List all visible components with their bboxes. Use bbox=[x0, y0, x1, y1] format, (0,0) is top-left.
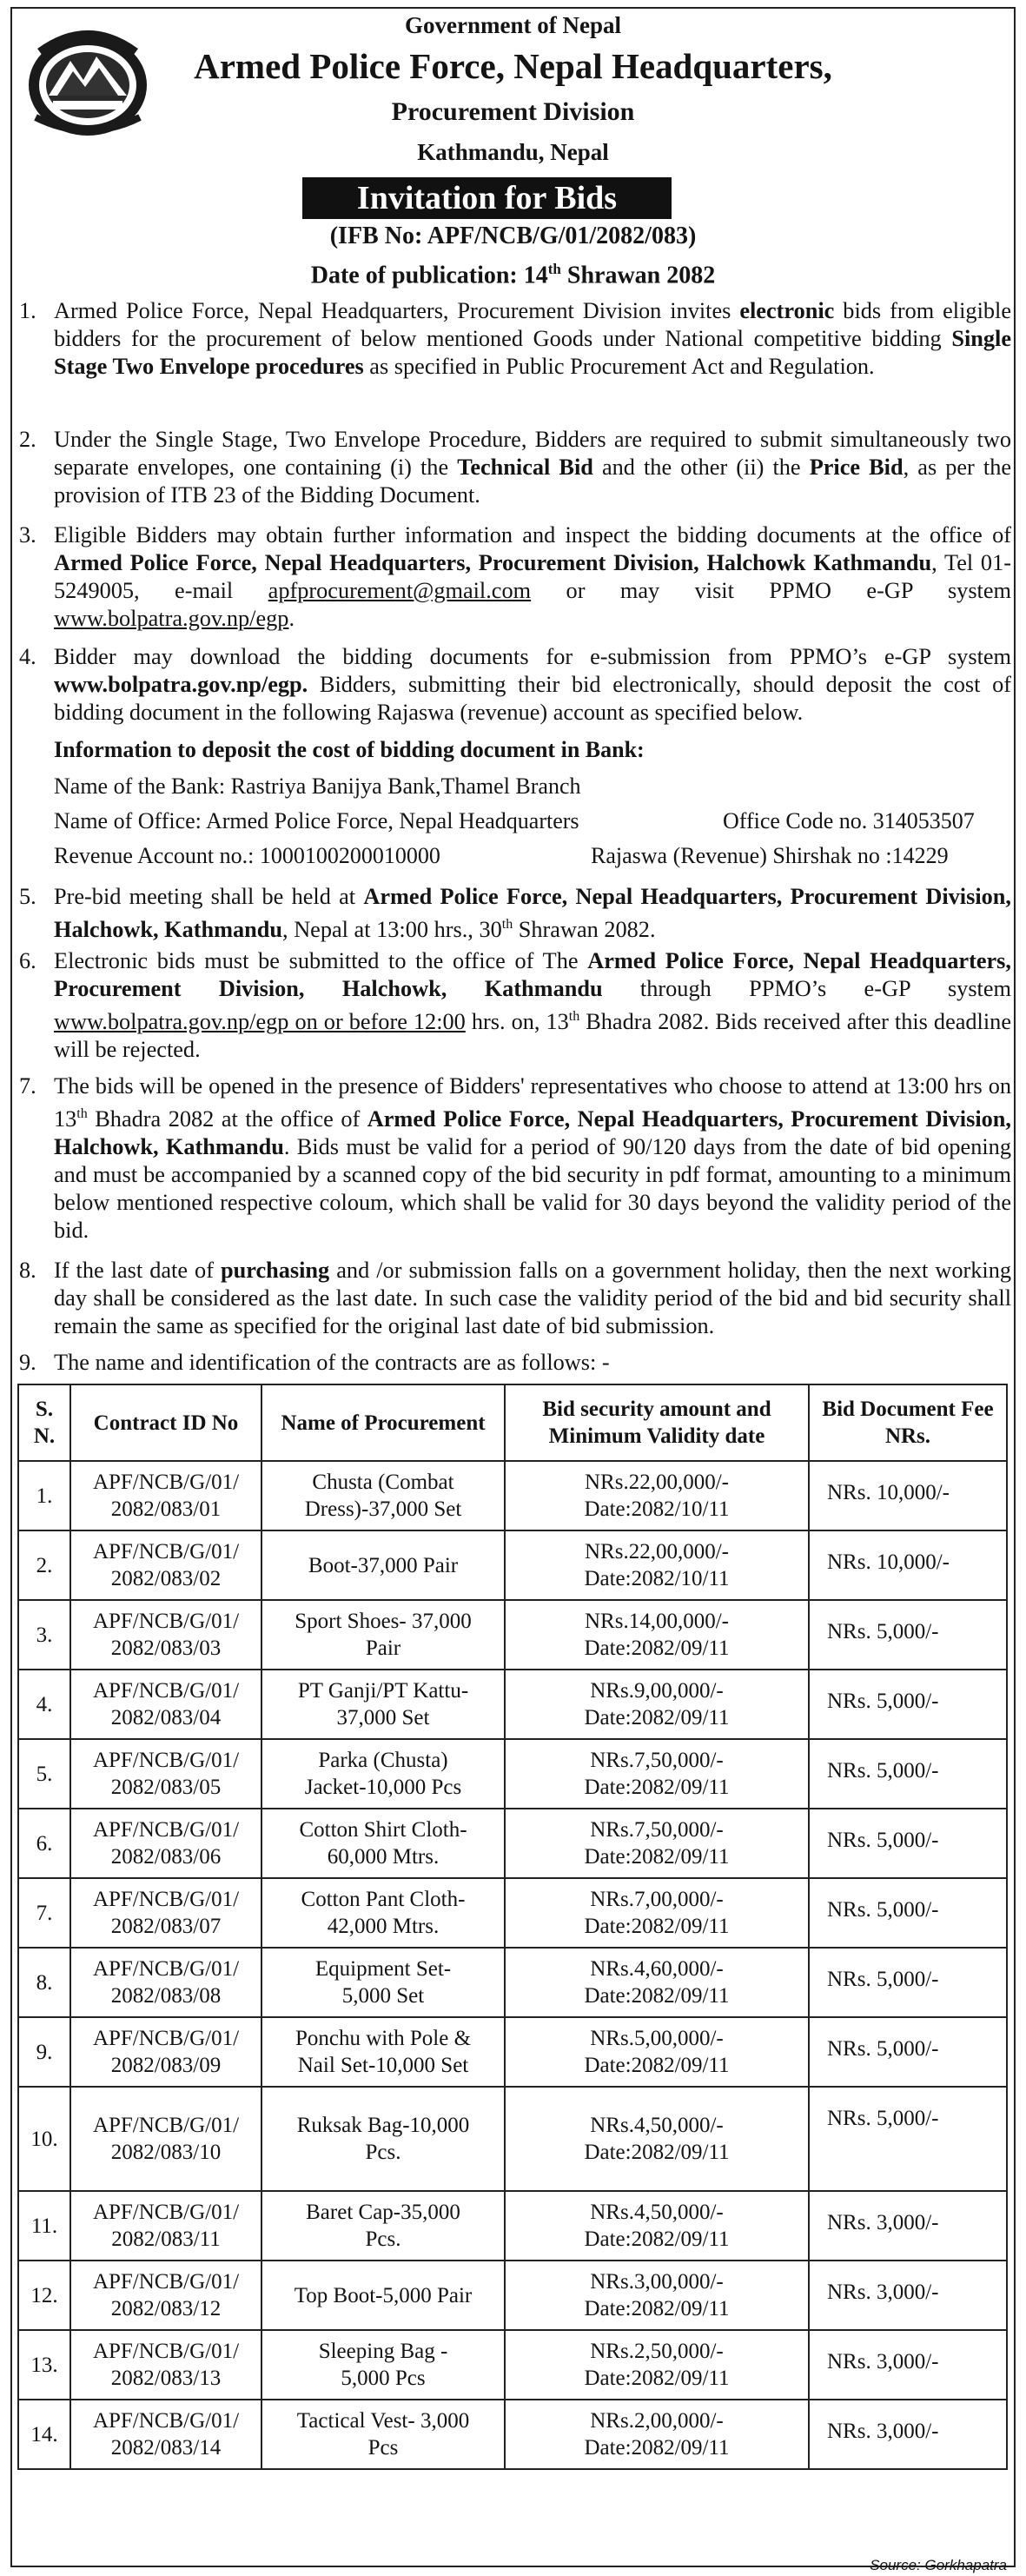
cell-contract-id: APF/NCB/G/01/ 2082/083/12 bbox=[70, 2261, 261, 2330]
cell-bid-security: NRs.4,50,000/- Date:2082/09/11 bbox=[505, 2191, 809, 2261]
location-heading: Kathmandu, Nepal bbox=[417, 139, 609, 165]
table-row bbox=[18, 2191, 1007, 2261]
cell-contract-id: APF/NCB/G/01/ 2082/083/03 bbox=[70, 1600, 261, 1670]
cell-document-fee: NRs. 5,000/- bbox=[809, 2087, 1007, 2191]
cell-sn: 14. bbox=[18, 2400, 70, 2469]
organization-heading: Armed Police Force, Nepal Headquarters, bbox=[194, 46, 832, 86]
table-row bbox=[18, 1600, 1007, 1670]
cell-bid-security: NRs.2,50,000/- Date:2082/09/11 bbox=[505, 2330, 809, 2400]
cell-sn: 10. bbox=[18, 2087, 70, 2191]
bank-info-heading: Information to deposit the cost of bidding document in Bank: bbox=[54, 737, 645, 762]
cell-sn: 11. bbox=[18, 2191, 70, 2261]
cell-sn: 9. bbox=[18, 2017, 70, 2087]
paragraph-2: 2. Under the Single Stage, Two Envelope Procedure, Bidders are required to submit simultaneously two separate envelopes, one containing (i) the Technical Bid and the other (ii) the Price Bid, as per the provision of ITB 23 of the Bidding Document. bbox=[19, 427, 1012, 508]
cell-procurement-name: Baret Cap-35,000 Pcs. bbox=[261, 2191, 505, 2261]
cell-procurement-name: Cotton Shirt Cloth- 60,000 Mtrs. bbox=[261, 1809, 505, 1878]
cell-sn: 6. bbox=[18, 1809, 70, 1878]
cell-sn: 3. bbox=[18, 1600, 70, 1670]
cell-bid-security: NRs.2,00,000/- Date:2082/09/11 bbox=[505, 2400, 809, 2469]
cell-contract-id: APF/NCB/G/01/ 2082/083/13 bbox=[70, 2330, 261, 2400]
cell-contract-id: APF/NCB/G/01/ 2082/083/04 bbox=[70, 1670, 261, 1739]
cell-sn: 5. bbox=[18, 1739, 70, 1809]
table-header-row bbox=[18, 1384, 1007, 1461]
cell-procurement-name: Chusta (Combat Dress)-37,000 Set bbox=[261, 1461, 505, 1530]
cell-sn: 1. bbox=[18, 1461, 70, 1530]
cell-procurement-name: Tactical Vest- 3,000 Pcs bbox=[261, 2400, 505, 2469]
table-row bbox=[18, 2017, 1007, 2087]
cell-contract-id: APF/NCB/G/01/ 2082/083/11 bbox=[70, 2191, 261, 2261]
cell-contract-id: APF/NCB/G/01/ 2082/083/05 bbox=[70, 1739, 261, 1809]
source-credit: Source: Gorkhapatra bbox=[870, 2557, 1007, 2573]
office-name: Name of Office: Armed Police Force, Nepal Headquarters bbox=[54, 808, 579, 833]
cell-bid-security: NRs.3,00,000/- Date:2082/09/11 bbox=[505, 2261, 809, 2330]
paragraph-7: 7. The bids will be opened in the presence of Bidders' representatives who choose to attend at 13:00 hrs on 13th Bhadra 2082 at the office of Armed Police Force, Nepal Headquarters, Procurement Division, Halchowk, Kathmandu. Bids must be valid for a period of 90/120 days from the date of bid opening and must be accompanied by a scanned copy of the bid security in pdf format, amounting to a minimum below mentioned respective coloum, which shall be valid for 30 days beyond the validity period of the bid. bbox=[19, 1073, 1011, 1243]
col-contract-id: Contract ID No bbox=[70, 1384, 261, 1461]
cell-document-fee: NRs. 3,000/- bbox=[809, 2330, 1007, 2400]
cell-procurement-name: Cotton Pant Cloth- 42,000 Mtrs. bbox=[261, 1878, 505, 1948]
cell-contract-id: APF/NCB/G/01/ 2082/083/06 bbox=[70, 1809, 261, 1878]
revenue-account: Revenue Account no.: 1000100200010000 bbox=[54, 843, 440, 868]
contracts-table bbox=[17, 1384, 1008, 2470]
cell-sn: 7. bbox=[18, 1878, 70, 1948]
cell-document-fee: NRs. 5,000/- bbox=[809, 1670, 1007, 1739]
cell-document-fee: NRs. 3,000/- bbox=[809, 2261, 1007, 2330]
cell-document-fee: NRs. 5,000/- bbox=[809, 1878, 1007, 1948]
paragraph-6: 6. Electronic bids must be submitted to the office of The Armed Police Force, Nepal Headquarters, Procurement Division, Halchowk, Kathmandu through PPMO’s e-GP system www.bolpatra.gov.np/egp on or before 12:00 hrs. on, 13th Bhadra 2082. Bids received after this deadline will be rejected. bbox=[19, 948, 1011, 1062]
table-row bbox=[18, 1670, 1007, 1739]
notice-title: Invitation for Bids bbox=[302, 177, 672, 219]
cell-procurement-name: Sport Shoes- 37,000 Pair bbox=[261, 1600, 505, 1670]
cell-procurement-name: Parka (Chusta) Jacket-10,000 Pcs bbox=[261, 1739, 505, 1809]
col-sn: S. N. bbox=[18, 1384, 70, 1461]
cell-contract-id: APF/NCB/G/01/ 2082/083/02 bbox=[70, 1530, 261, 1600]
cell-document-fee: NRs. 10,000/- bbox=[809, 1461, 1007, 1530]
cell-document-fee: NRs. 5,000/- bbox=[809, 2017, 1007, 2087]
cell-contract-id: APF/NCB/G/01/ 2082/083/14 bbox=[70, 2400, 261, 2469]
table-row bbox=[18, 2087, 1007, 2191]
paragraph-3: 3. Eligible Bidders may obtain further information and inspect the bidding documents at the office of Armed Police Force, Nepal Headquarters, Procurement Division, Halchowk Kathmandu, Tel 01-5249005, e-mail apfprocurement@gmail.com or may visit PPMO e-GP system www.bolpatra.gov.np/egp. bbox=[19, 522, 1011, 631]
cell-procurement-name: Ponchu with Pole & Nail Set-10,000 Set bbox=[261, 2017, 505, 2087]
cell-sn: 2. bbox=[18, 1530, 70, 1600]
cell-procurement-name: Ruksak Bag-10,000 Pcs. bbox=[261, 2087, 505, 2191]
cell-bid-security: NRs.7,00,000/- Date:2082/09/11 bbox=[505, 1878, 809, 1948]
cell-sn: 8. bbox=[18, 1948, 70, 2017]
col-document-fee: Bid Document Fee NRs. bbox=[809, 1384, 1007, 1461]
bank-name: Name of the Bank: Rastriya Banijya Bank,Thamel Branch bbox=[54, 773, 581, 799]
cell-sn: 4. bbox=[18, 1670, 70, 1739]
col-procurement-name: Name of Procurement bbox=[261, 1384, 505, 1461]
table-row bbox=[18, 1878, 1007, 1948]
cell-document-fee: NRs. 5,000/- bbox=[809, 1809, 1007, 1878]
paragraph-5: 5. Pre-bid meeting shall be held at Armed Police Force, Nepal Headquarters, Procurement Division, Halchowk, Kathmandu, Nepal at 13:00 hrs., 30th Shrawan 2082. bbox=[19, 884, 1011, 942]
paragraph-9: 9. The name and identification of the contracts are as follows: - bbox=[19, 1350, 610, 1375]
cell-procurement-name: PT Ganji/PT Kattu- 37,000 Set bbox=[261, 1670, 505, 1739]
table-row bbox=[18, 1809, 1007, 1878]
table-row bbox=[18, 1461, 1007, 1530]
cell-document-fee: NRs. 5,000/- bbox=[809, 1948, 1007, 2017]
cell-document-fee: NRs. 5,000/- bbox=[809, 1600, 1007, 1670]
paragraph-1: 1. Armed Police Force, Nepal Headquarters, Procurement Division invites electronic bids from eligible bidders for the procurement of below mentioned Goods under National competitive bidding Single Stage Two Envelope procedures as specified in Public Procurement Act and Regulation. bbox=[19, 298, 1011, 379]
cell-procurement-name: Sleeping Bag - 5,000 Pcs bbox=[261, 2330, 505, 2400]
cell-bid-security: NRs.7,50,000/- Date:2082/09/11 bbox=[505, 1739, 809, 1809]
table-row bbox=[18, 1530, 1007, 1600]
table-row bbox=[18, 1948, 1007, 2017]
cell-bid-security: NRs.22,00,000/- Date:2082/10/11 bbox=[505, 1530, 809, 1600]
cell-procurement-name: Equipment Set- 5,000 Set bbox=[261, 1948, 505, 2017]
cell-contract-id: APF/NCB/G/01/ 2082/083/08 bbox=[70, 1948, 261, 2017]
revenue-shirshak: Rajaswa (Revenue) Shirshak no :14229 bbox=[591, 843, 949, 868]
table-row bbox=[18, 1739, 1007, 1809]
paragraph-8: 8. If the last date of purchasing and /or submission falls on a government holiday, then the next working day shall be considered as the last date. In such case the validity period of the bid and bid security shall remain the same as specified for the original last date of bid submission. bbox=[19, 1258, 1011, 1338]
cell-contract-id: APF/NCB/G/01/ 2082/083/09 bbox=[70, 2017, 261, 2087]
cell-bid-security: NRs.14,00,000/- Date:2082/09/11 bbox=[505, 1600, 809, 1670]
col-bid-security: Bid security amount and Minimum Validity date bbox=[505, 1384, 809, 1461]
egp-submission-link[interactable]: www.bolpatra.gov.np/egp on or before 12:00 bbox=[54, 1008, 466, 1034]
cell-document-fee: NRs. 3,000/- bbox=[809, 2400, 1007, 2469]
cell-bid-security: NRs.5,00,000/- Date:2082/09/11 bbox=[505, 2017, 809, 2087]
table-row bbox=[18, 2261, 1007, 2330]
cell-bid-security: NRs.7,50,000/- Date:2082/09/11 bbox=[505, 1809, 809, 1878]
cell-document-fee: NRs. 5,000/- bbox=[809, 1739, 1007, 1809]
cell-sn: 13. bbox=[18, 2330, 70, 2400]
government-heading: Government of Nepal bbox=[405, 12, 621, 38]
office-code: Office Code no. 314053507 bbox=[723, 808, 975, 833]
cell-bid-security: NRs.4,60,000/- Date:2082/09/11 bbox=[505, 1948, 809, 2017]
ifb-number: (IFB No: APF/NCB/G/01/2082/083) bbox=[329, 222, 697, 249]
publication-date: Date of publication: 14th Shrawan 2082 bbox=[310, 261, 716, 289]
cell-contract-id: APF/NCB/G/01/ 2082/083/07 bbox=[70, 1878, 261, 1948]
egp-link[interactable]: www.bolpatra.gov.np/egp bbox=[54, 606, 289, 631]
cell-procurement-name: Boot-37,000 Pair bbox=[261, 1530, 505, 1600]
cell-document-fee: NRs. 10,000/- bbox=[809, 1530, 1007, 1600]
cell-contract-id: APF/NCB/G/01/ 2082/083/10 bbox=[70, 2087, 261, 2191]
cell-document-fee: NRs. 3,000/- bbox=[809, 2191, 1007, 2261]
email-link[interactable]: apfprocurement@gmail.com bbox=[268, 578, 532, 603]
table-row bbox=[18, 2400, 1007, 2469]
table-row bbox=[18, 2330, 1007, 2400]
cell-bid-security: NRs.9,00,000/- Date:2082/09/11 bbox=[505, 1670, 809, 1739]
cell-procurement-name: Top Boot-5,000 Pair bbox=[261, 2261, 505, 2330]
cell-sn: 12. bbox=[18, 2261, 70, 2330]
paragraph-4: 4. Bidder may download the bidding documents for e-submission from PPMO’s e-GP system www.bolpatra.gov.np/egp. Bidders, submitting their bid electronically, should deposit the cost of bidding document in the following Rajaswa (revenue) account as specified below. bbox=[19, 644, 1011, 725]
cell-contract-id: APF/NCB/G/01/ 2082/083/01 bbox=[70, 1461, 261, 1530]
division-heading: Procurement Division bbox=[391, 97, 635, 126]
cell-bid-security: NRs.4,50,000/- Date:2082/09/11 bbox=[505, 2087, 809, 2191]
cell-bid-security: NRs.22,00,000/- Date:2082/10/11 bbox=[505, 1461, 809, 1530]
